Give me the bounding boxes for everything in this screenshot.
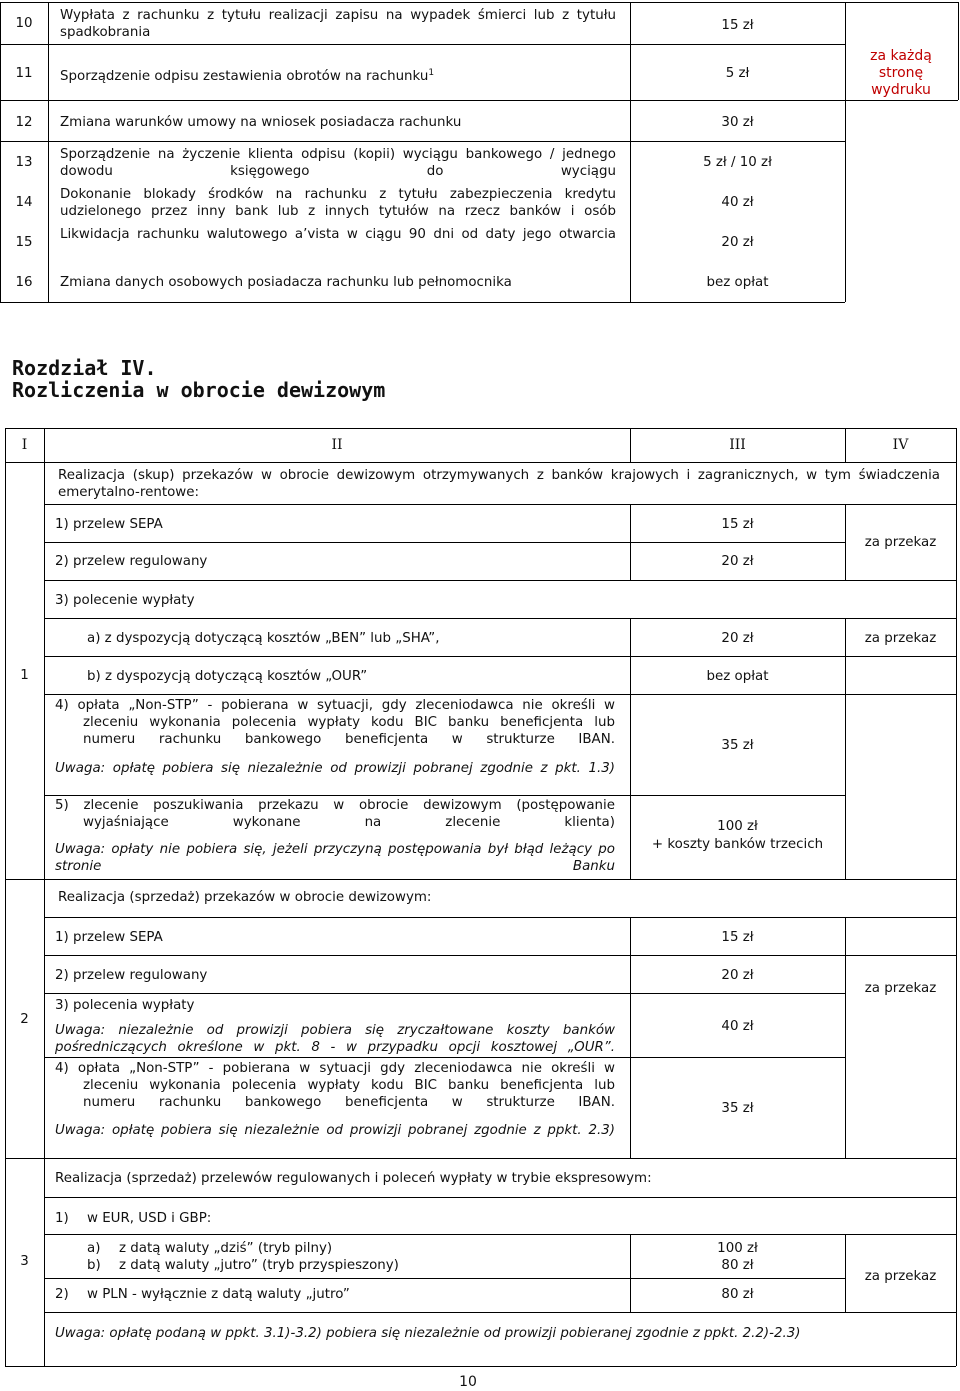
- column-header: III: [729, 437, 746, 453]
- item-label: 1) przelew SEPA: [55, 517, 163, 532]
- item-text: 4) opłata „Non-STP” - pobierana w sytuacji gdy zleceniodawca nie określi w zleceniu wykonania polecenia wypłaty kodu BIC banku beneficjenta lub numeru rachunku bankowego beneficjenta w strukturze IBAN.: [55, 1061, 615, 1110]
- page-number: 10: [459, 1374, 477, 1390]
- fee-unit-note: za przekaz: [864, 981, 937, 996]
- row-fee: 20 zł: [721, 235, 754, 250]
- item-label: z datą waluty „jutro” (tryb przyspieszony): [119, 1258, 399, 1273]
- section-intro: Realizacja (sprzedaż) przelewów regulowanych i poleceń wypłaty w trybie ekspresowym:: [55, 1171, 652, 1186]
- column-header: I: [21, 437, 28, 453]
- fee-unit-note: za przekaz: [864, 1269, 937, 1284]
- item-number: 1): [55, 1211, 69, 1226]
- item-number: a): [87, 1241, 101, 1256]
- item-fee: 20 zł: [721, 968, 754, 983]
- row-number: 11: [15, 66, 33, 81]
- item-label: a) z dyspozycją dotyczącą kosztów „BEN” lub „SHA”,: [87, 631, 440, 646]
- section-note: Uwaga: opłatę podaną w ppkt. 3.1)-3.2) pobiera się niezależnie od prowizji pobieranej zgodnie z ppkt. 2.2)-2.3): [55, 1326, 801, 1341]
- row-number: 14: [15, 195, 33, 210]
- item-fee: 20 zł: [721, 554, 754, 569]
- row-description: Wypłata z rachunku z tytułu realizacji zapisu na wypadek śmierci lub z tytułu spadkobrania: [60, 8, 616, 40]
- item-number: b): [87, 1258, 101, 1273]
- per-page-note: za każdą stronę wydruku: [870, 48, 932, 98]
- item-label: w EUR, USD i GBP:: [87, 1211, 212, 1226]
- item-note: Uwaga: opłatę pobiera się niezależnie od prowizji pobranej zgodnie z ppkt. 2.3): [55, 1123, 615, 1138]
- section-intro: Realizacja (skup) przekazów w obrocie dewizowym otrzymywanych z banków krajowych i zagranicznych, w tym świadczenia emerytalno-rentowe:: [58, 468, 940, 500]
- item-fee: 80 zł: [721, 1287, 754, 1302]
- row-fee: bez opłat: [706, 275, 769, 290]
- column-header: II: [331, 437, 343, 453]
- row-fee: 40 zł: [721, 195, 754, 210]
- item-text: 4) opłata „Non-STP” - pobierana w sytuacji, gdy zleceniodawca nie określi w zleceniu wykonania polecenia wypłaty kodu BIC banku beneficjenta lub numeru rachunku bankowego beneficjenta w strukturze IBAN.: [55, 698, 615, 747]
- item-label: w PLN - wyłącznie z datą waluty „jutro”: [87, 1287, 350, 1302]
- item-label: 3) polecenie wypłaty: [55, 593, 195, 608]
- item-label: b) z dyspozycją dotyczącą kosztów „OUR”: [87, 669, 368, 684]
- row-description: Zmiana warunków umowy na wniosek posiadacza rachunku: [60, 115, 462, 130]
- item-fee: 100 zł: [717, 1241, 758, 1256]
- item-note: Uwaga: niezależnie od prowizji pobiera się zryczałtowane koszty banków pośredniczących określone w pkt. 8 - w przypadku opcji kosztowej „OUR”.: [55, 1023, 615, 1055]
- row-fee: 15 zł: [721, 18, 754, 33]
- item-fee: 15 zł: [721, 517, 754, 532]
- row-number: 15: [15, 235, 33, 250]
- item-fee: 40 zł: [721, 1019, 754, 1034]
- row-fee: 5 zł: [725, 66, 750, 81]
- section-number: 2: [20, 1012, 29, 1027]
- section-intro: Realizacja (sprzedaż) przekazów w obrocie dewizowym:: [58, 890, 432, 905]
- item-label: 1) przelew SEPA: [55, 930, 163, 945]
- item-number: 2): [55, 1287, 69, 1302]
- item-label: 3) polecenia wypłaty: [55, 998, 195, 1013]
- item-text: 5) zlecenie poszukiwania przekazu w obrocie dewizowym (postępowanie wyjaśniające wykonane na zlecenie klienta): [55, 798, 615, 830]
- item-fee: bez opłat: [706, 669, 769, 684]
- row-number: 10: [15, 16, 33, 31]
- row-number: 13: [15, 155, 33, 170]
- item-fee: 35 zł: [721, 1101, 754, 1116]
- item-fee: 80 zł: [721, 1258, 754, 1273]
- chapter-label: Rozdział IV.: [12, 356, 157, 380]
- item-note: Uwaga: opłatę pobiera się niezależnie od prowizji pobranej zgodnie z pkt. 1.3): [55, 761, 615, 776]
- item-fee: 100 zł: [717, 819, 758, 834]
- fee-unit-note: za przekaz: [864, 535, 937, 550]
- row-description: Dokonanie blokady środków na rachunku z tytułu zabezpieczenia kredytu udzielonego przez inny bank lub z innych tytułów na rzecz banków i osób: [60, 187, 616, 219]
- item-note: Uwaga: opłaty nie pobiera się, jeżeli przyczyną postępowania był błąd leżący po stronie Banku: [55, 842, 615, 874]
- row-fee: 30 zł: [721, 115, 754, 130]
- item-fee-extra: + koszty banków trzecich: [651, 837, 824, 852]
- column-header: IV: [892, 437, 909, 453]
- item-label: 2) przelew regulowany: [55, 968, 208, 983]
- section-number: 1: [20, 668, 29, 683]
- row-number: 12: [15, 115, 33, 130]
- item-label: z datą waluty „dziś” (tryb pilny): [119, 1241, 333, 1256]
- row-fee: 5 zł / 10 zł: [703, 155, 772, 170]
- row-number: 16: [15, 275, 33, 290]
- section-number: 3: [20, 1254, 29, 1269]
- row-description: Sporządzenie na życzenie klienta odpisu (kopii) wyciągu bankowego / jednego dowodu księgowego do wyciągu: [60, 147, 616, 179]
- item-fee: 20 zł: [721, 631, 754, 646]
- item-label: 2) przelew regulowany: [55, 554, 208, 569]
- fee-unit-note: za przekaz: [864, 631, 937, 646]
- row-description: Likwidacja rachunku walutowego a’vista w ciągu 90 dni od daty jego otwarcia: [60, 227, 616, 242]
- row-description: Zmiana danych osobowych posiadacza rachunku lub pełnomocnika: [60, 275, 512, 290]
- row-description: Sporządzenie odpisu zestawienia obrotów na rachunku$^1$: [60, 68, 435, 84]
- item-fee: 35 zł: [721, 738, 754, 753]
- footnote-marker: 1: [428, 68, 435, 78]
- chapter-title: Rozliczenia w obrocie dewizowym: [12, 378, 386, 402]
- item-fee: 15 zł: [721, 930, 754, 945]
